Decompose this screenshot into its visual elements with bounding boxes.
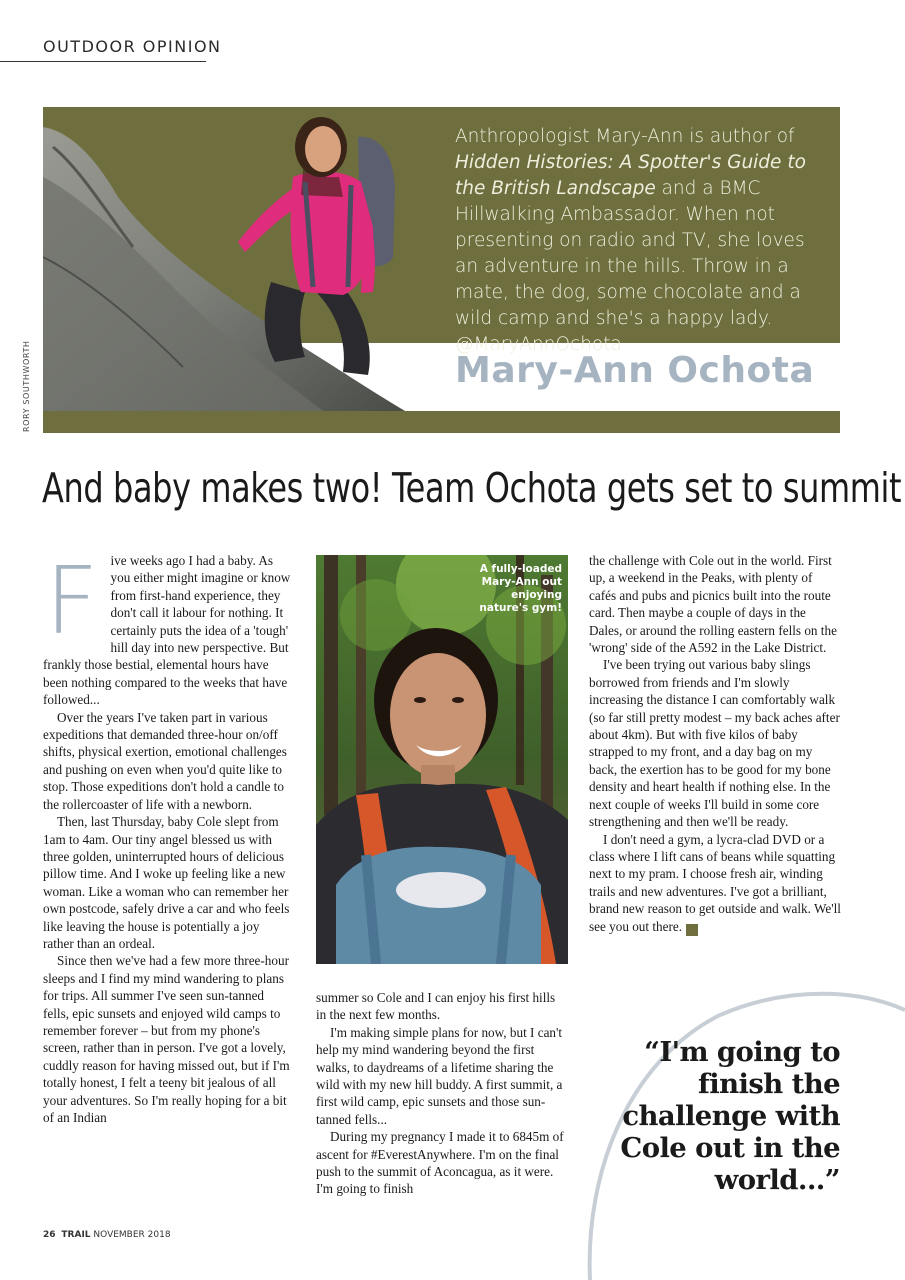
paragraph: Over the years I've taken part in various expeditions that demanded three-hour on/off shifts, physical exertion, emotional challenges and pushing on even when you'd quite like to stop. Those expeditions don't hold a candle to the rollercoaster of life with a newborn. bbox=[43, 709, 287, 812]
paragraph: summer so Cole and I can enjoy his first hills in the next few months. bbox=[316, 990, 556, 1023]
headline: And baby makes two! Team Ochota gets set to summit bbox=[42, 464, 902, 512]
issue-date: NOVEMBER 2018 bbox=[93, 1230, 171, 1240]
paragraph: ive weeks ago I had a baby. As you either might imagine or know from first-hand experience, they don't call it labour for nothing. It certainly puts the idea of a 'tough' hill day into new perspective. But frankly those bestial, elemental hours have been nothing compared to the weeks that have followed... bbox=[43, 553, 291, 708]
paragraph: the challenge with Cole out in the world. First up, a weekend in the Peaks, with plenty of cafés and pubs and picnics built into the route card. Then maybe a couple of days in the Dales, or around the rolling eastern fells on the 'wrong' side of the A592 in the Lake District. bbox=[589, 553, 837, 656]
photo-credit: RORY SOUTHWORTH bbox=[22, 340, 31, 432]
page-footer bbox=[43, 1230, 171, 1240]
paragraph: Since then we've had a few more three-hour sleeps and I find my mind wandering to plans for trips. All summer I've seen sun-tanned fells, epic sunsets and enjoyed wild camps to remember forever – but from my phone's screen, rather than in person. I've got a lovely, cuddly reason for having missed out, but if I'm totally honest, I felt a teeny bit jealous of all your adventures. So I'm really hoping for a bit of an Indian bbox=[43, 953, 290, 1125]
section-label: OUTDOOR OPINION bbox=[43, 37, 222, 56]
photo-caption: A fully-loaded Mary-Ann out enjoying nature's gym! bbox=[479, 563, 562, 614]
paragraph: Then, last Thursday, baby Cole slept from 1am to 4am. Our tiny angel blessed us with three golden, uninterrupted hours of delicious pillow time. And I woke up feeling like a new woman. Like a woman who can remember her own postcode, safely drive a car and who feels like leaving the house is potentially a joy rather than an ordeal. bbox=[43, 814, 290, 951]
author-bio: Anthropologist Mary-Ann is author of Hidden Histories: A Spotter's Guide to the British Landscape and a BMC Hillwalking Ambassador. When not presenting on radio and TV, she loves an adventure in the hills. Throw in a mate, the dog, some chocolate and a wild camp and she's a happy lady. @MaryAnnOchota bbox=[455, 126, 806, 355]
magazine-name: TRAIL bbox=[61, 1230, 91, 1240]
paragraph: During my pregnancy I made it to 6845m of ascent for #EverestAnywhere. I'm on the final push to the summit of Aconcagua, as it were. I'm going to finish bbox=[316, 1129, 564, 1197]
pull-quote: “I'm going to finish the challenge with Cole out in the world...” bbox=[620, 1036, 840, 1196]
drop-cap: F bbox=[45, 547, 99, 655]
page-number: 26 bbox=[43, 1230, 56, 1240]
paragraph: I've been trying out various baby slings borrowed from friends and I'm slowly increasing the distance I can comfortably walk (so far still pretty modest – my back aches after about 4km). But with five kilos of baby strapped to my front, and a day bag on my back, the exertion has to be good for my bone density and heart health if nothing else. In the next couple of weeks I'll build in some core strengthening and then we'll be ready. bbox=[589, 657, 840, 830]
paragraph: I'm making simple plans for now, but I can't help my mind wandering beyond the first walks, to daydreams of a lifetime sharing the wild with my new hill buddy. A first summit, a first wild camp, epic sunsets and those sun-tanned fells... bbox=[316, 1024, 563, 1127]
author-name: Mary-Ann Ochota bbox=[455, 350, 815, 391]
end-mark-icon: T bbox=[686, 924, 698, 936]
paragraph: I don't need a gym, a lycra-clad DVD or a class where I lift cans of beans while squatting next to my pram. I choose fresh air, winding trails and new adventures. I've got a brilliant, brand new reason to get outside and walk. We'll see you out there. T bbox=[589, 831, 841, 935]
